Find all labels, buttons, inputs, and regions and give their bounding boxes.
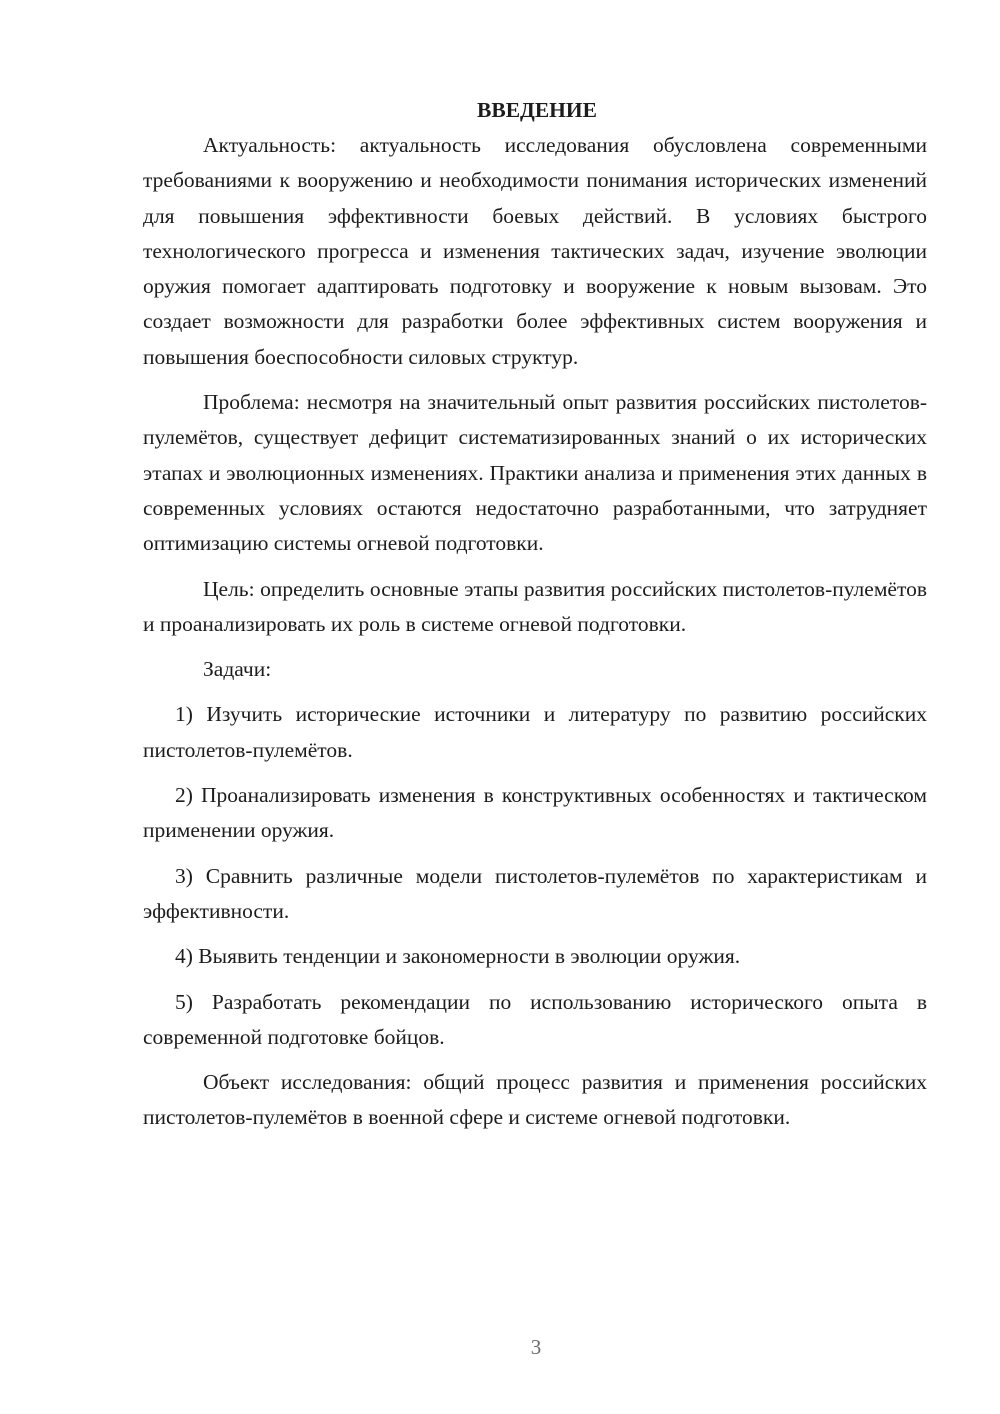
problem-paragraph: Проблема: несмотря на значительный опыт развития российских пистолетов-пулемётов, существует дефицит систематизированных знаний о их исторических этапах и эволюционных изменениях. Практики анализа и применения этих данных в современных условиях остаются недостаточно разработанными, что затрудняет оптимизацию системы огневой подготовки. (143, 390, 927, 556)
task-item: 1) Изучить исторические источники и литературу по развитию российских пистолетов-пулемётов. (143, 702, 927, 762)
task-item: 2) Проанализировать изменения в конструктивных особенностях и тактическом применении оружия. (143, 783, 927, 843)
tasks-list (143, 697, 927, 1055)
page-number: 3 (530, 1335, 542, 1359)
goal-paragraph: Цель: определить основные этапы развития российских пистолетов-пулемётов и проанализировать их роль в системе огневой подготовки. (143, 576, 927, 636)
relevance-paragraph: Актуальность: актуальность исследования обусловлена современными требованиями к вооружению и необходимости понимания исторических изменений для повышения эффективности боевых действий. В условиях быстрого технологического прогресса и изменения тактических задач, изучение эволюции оружия помогает адаптировать подготовку и вооружение к новым вызовам. Это создает возможности для разработки более эффективных систем вооружения и повышения боеспособности силовых структур. (143, 133, 927, 369)
task-item: 3) Сравнить различные модели пистолетов-пулемётов по характеристикам и эффективности. (143, 863, 927, 923)
task-item: 4) Выявить тенденции и закономерности в эволюции оружия. (175, 944, 741, 969)
tasks-label: Задачи: (203, 657, 272, 682)
page-heading: ВВЕДЕНИЕ (477, 98, 597, 122)
object-paragraph: Объект исследования: общий процесс развития и применения российских пистолетов-пулемётов в военной сфере и системе огневой подготовки. (143, 1070, 927, 1130)
task-item: 5) Разработать рекомендации по использованию исторического опыта в современной подготовке бойцов. (143, 989, 927, 1049)
page-content (143, 93, 927, 1146)
